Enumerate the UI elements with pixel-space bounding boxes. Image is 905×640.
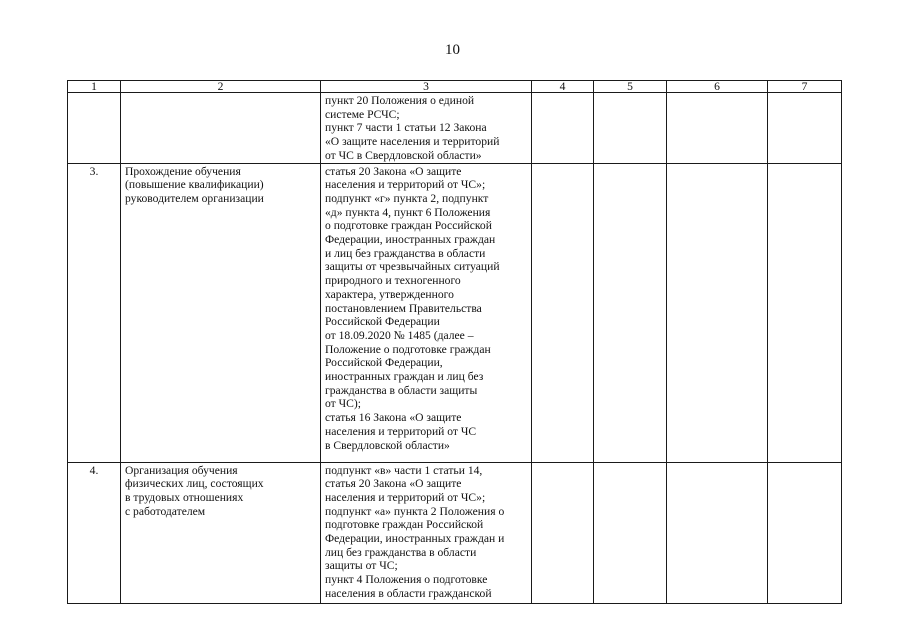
row-number: 4. <box>68 462 121 603</box>
text-line: подпункт «г» пункта 2, подпункт <box>325 191 489 205</box>
table-header-row <box>68 81 842 93</box>
requirement-title <box>121 163 321 462</box>
column-header: 3 <box>321 81 532 93</box>
text-line: защиты от ЧС; <box>325 559 398 573</box>
table-row <box>68 163 842 462</box>
text-line: от ЧС); <box>325 397 361 411</box>
text-line: статья 20 Закона «О защите <box>325 164 462 178</box>
text-line: статья 20 Закона «О защите <box>325 477 462 491</box>
text-line: Прохождение обучения <box>125 164 241 178</box>
text-line: населения в области гражданской <box>325 586 492 600</box>
table-row <box>68 462 842 603</box>
text-line: постановлением Правительства <box>325 301 482 315</box>
text-line: населения и территорий от ЧС»; <box>325 490 486 504</box>
empty-cell <box>667 93 768 164</box>
text-line: в Свердловской области» <box>325 438 450 452</box>
empty-cell <box>594 462 667 603</box>
table-row <box>68 93 842 164</box>
text-line: и лиц без гражданства в области <box>325 246 486 260</box>
text-line: Положение о подготовке граждан <box>325 342 491 356</box>
legal-basis <box>321 93 532 164</box>
text-line: характера, утвержденного <box>325 287 454 301</box>
legal-basis <box>321 462 532 603</box>
text-line: Организация обучения <box>125 463 238 477</box>
text-line: пункт 4 Положения о подготовке <box>325 573 488 587</box>
text-line: в трудовых отношениях <box>125 490 244 504</box>
row-number <box>68 93 121 164</box>
text-line: физических лиц, состоящих <box>125 477 264 491</box>
text-line: Федерации, иностранных граждан <box>325 233 496 247</box>
text-line: (повышение квалификации) <box>125 178 264 192</box>
text-line: лиц без гражданства в области <box>325 545 477 559</box>
empty-cell <box>532 93 594 164</box>
empty-cell <box>532 163 594 462</box>
text-line: системе РСЧС; <box>325 107 400 121</box>
text-line: природного и техногенного <box>325 274 461 288</box>
text-line: Российской Федерации <box>325 315 440 329</box>
text-line: Федерации, иностранных граждан и <box>325 532 505 546</box>
text-line: подпункт «в» части 1 статьи 14, <box>325 463 483 477</box>
text-line: пункт 7 части 1 статьи 12 Закона <box>325 121 487 135</box>
column-header: 7 <box>768 81 842 93</box>
text-line: с работодателем <box>125 504 206 518</box>
text-line: подпункт «а» пункта 2 Положения о <box>325 504 505 518</box>
empty-cell <box>594 163 667 462</box>
text-line: иностранных граждан и лиц без <box>325 370 484 384</box>
page-number: 10 <box>445 42 460 58</box>
empty-cell <box>667 462 768 603</box>
text-line: подготовке граждан Российской <box>325 518 484 532</box>
column-header: 1 <box>68 81 121 93</box>
text-line: населения и территорий от ЧС <box>325 424 477 438</box>
text-line: о подготовке граждан Российской <box>325 219 492 233</box>
empty-cell <box>768 462 842 603</box>
text-line: «д» пункта 4, пункт 6 Положения <box>325 205 491 219</box>
row-number: 3. <box>68 163 121 462</box>
text-line: защиты от чрезвычайных ситуаций <box>325 260 500 274</box>
text-line: пункт 20 Положения о единой <box>325 94 475 107</box>
empty-cell <box>667 163 768 462</box>
requirement-title <box>121 93 321 164</box>
column-header: 6 <box>667 81 768 93</box>
empty-cell <box>532 462 594 603</box>
text-line: Российской Федерации, <box>325 356 443 370</box>
empty-cell <box>768 93 842 164</box>
text-line: гражданства в области защиты <box>325 383 478 397</box>
empty-cell <box>768 163 842 462</box>
column-header: 5 <box>594 81 667 93</box>
text-line: населения и территорий от ЧС»; <box>325 178 486 192</box>
requirement-title <box>121 462 321 603</box>
empty-cell <box>594 93 667 164</box>
text-line: «О защите населения и территорий <box>325 135 500 149</box>
text-line: от 18.09.2020 № 1485 (далее – <box>325 328 474 342</box>
requirements-table <box>67 80 842 604</box>
text-line: статья 16 Закона «О защите <box>325 411 462 425</box>
column-header: 4 <box>532 81 594 93</box>
text-line: от ЧС в Свердловской области» <box>325 148 482 162</box>
legal-basis <box>321 163 532 462</box>
column-header: 2 <box>121 81 321 93</box>
text-line: руководителем организации <box>125 191 264 205</box>
